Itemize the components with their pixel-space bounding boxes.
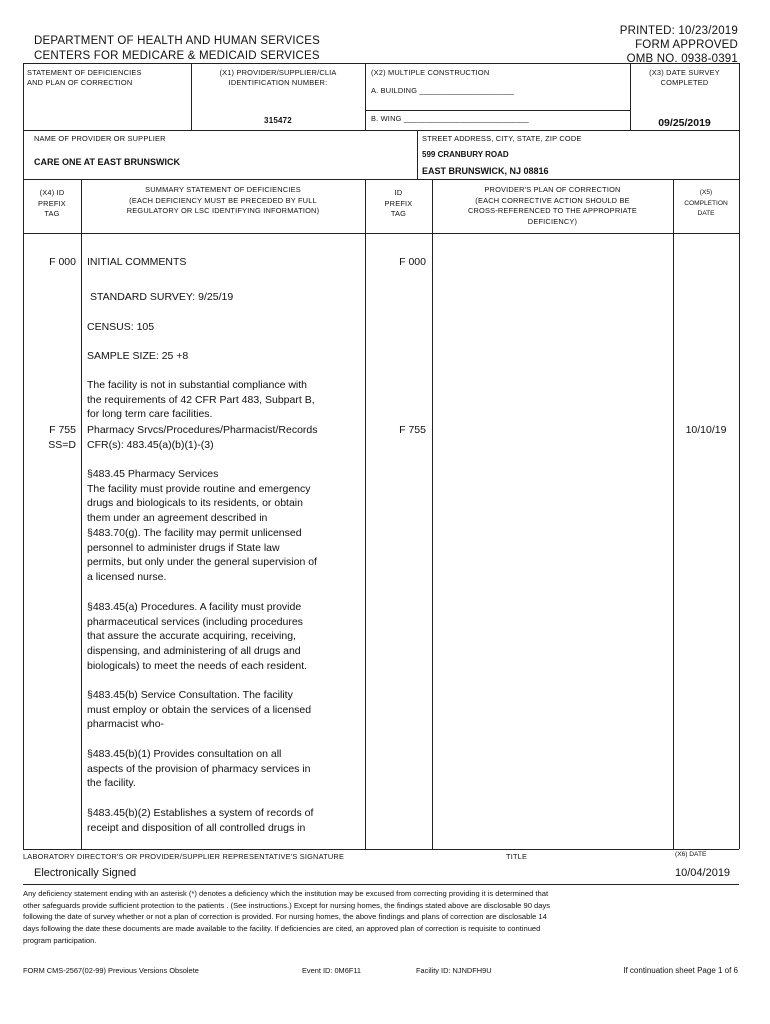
summary-statement-header: SUMMARY STATEMENT OF DEFICIENCIES (EACH DEFICIENCY MUST BE PRECEDED BY FULL REGULATORY OR LSC IDENTIFYING INFORMATION) xyxy=(126,185,320,215)
page-number: If continuation sheet Page 1 of 6 xyxy=(623,966,738,975)
form-meta xyxy=(620,24,738,66)
x4-id-prefix-header: (X4) ID PREFIX TAG xyxy=(38,188,66,218)
building-label: A. BUILDING ______________________ xyxy=(371,86,515,95)
regulation-paragraph-483-45b1: §483.45(b)(1) Provides consultation on all aspects of the provision of pharmacy services in the facility. xyxy=(87,748,311,790)
regulation-paragraph-483-45b: §483.45(b) Service Consultation. The facility must employ or obtain the services of a licensed pharmacist who- xyxy=(87,689,312,731)
provider-name: CARE ONE AT EAST BRUNSWICK xyxy=(34,157,180,167)
completion-date: 10/10/19 xyxy=(685,424,727,436)
f755-title: Pharmacy Srvcs/Procedures/Pharmacist/Records xyxy=(87,424,318,436)
plan-of-correction-header: PROVIDER'S PLAN OF CORRECTION (EACH CORRECTIVE ACTION SHOULD BE CROSS-REFERENCED TO THE APPROPRIATE DEFICIENCY) xyxy=(467,185,638,226)
wing-label: B. WING _____________________________ xyxy=(371,114,529,123)
provider-id-number: 315472 xyxy=(264,116,292,125)
city-state-zip: EAST BRUNSWICK, NJ 08816 xyxy=(422,166,549,176)
regulation-paragraph-483-45b2: §483.45(b)(2) Establishes a system of records of receipt and disposition of all controlled drugs in xyxy=(87,807,314,834)
centers-name: CENTERS FOR MEDICARE & MEDICAID SERVICES xyxy=(34,50,320,62)
census: CENSUS: 105 xyxy=(87,321,155,333)
facility-id: Facility ID: NJNDFH9U xyxy=(416,966,492,975)
regulation-paragraph-483-45a: §483.45(a) Procedures. A facility must provide pharmaceutical services (including procedures that assure the accurate acquiring, receiving, dispensing, and administering of all drugs and biologicals) to meet the needs of each resident. xyxy=(87,601,308,672)
date-survey-label: (X3) DATE SURVEY COMPLETED xyxy=(649,68,720,87)
f755-cfr: CFR(s): 483.45(a)(b)(1)-(3) xyxy=(87,439,214,451)
completion-date-header: (X5) COMPLETION DATE xyxy=(684,189,728,217)
tag-f755: F 755 xyxy=(49,424,76,436)
regulation-paragraph-483-45: §483.45 Pharmacy Services The facility must provide routine and emergency drugs and biologicals to its residents, or obtain them under an agreement described in §483.70(g). The facility may permit unlicensed personnel to administer drugs if State law permits, but only under the general supervision of a licensed nurse. xyxy=(87,468,317,583)
tag-f000: F 000 xyxy=(49,256,76,268)
x1-label: (X1) PROVIDER/SUPPLIER/CLIA IDENTIFICATION NUMBER: xyxy=(219,68,337,87)
printed-date: PRINTED: 10/23/2019 xyxy=(619,25,738,37)
tag-f000-plan: F 000 xyxy=(399,256,426,268)
sample-size: SAMPLE SIZE: 25 +8 xyxy=(87,350,189,362)
street-address: 599 CRANBURY ROAD xyxy=(422,150,509,159)
provider-name-label: NAME OF PROVIDER OR SUPPLIER xyxy=(34,134,166,143)
tag-f755-plan: F 755 xyxy=(399,424,426,436)
title-label: TITLE xyxy=(506,852,528,861)
tag-f755-scope: SS=D xyxy=(48,439,76,451)
standard-survey: STANDARD SURVEY: 9/25/19 xyxy=(90,291,234,303)
signature-date: 10/04/2019 xyxy=(675,867,731,879)
compliance-statement: The facility is not in substantial compliance with the requirements of 42 CFR Part 483, Subpart B, for long term care facilities. xyxy=(87,379,315,421)
electronic-signature: Electronically Signed xyxy=(34,867,137,879)
initial-comments: INITIAL COMMENTS xyxy=(87,256,187,268)
form-number: FORM CMS-2567(02-99) Previous Versions Obsolete xyxy=(23,966,199,975)
disclaimer-text: Any deficiency statement ending with an asterisk (*) denotes a deficiency which the institution may be excused from correcting providing it is determined that other safeguards provide sufficient protection to the patients . (See instructions.) Except for nursing homes, the findings stated above are disclosable 90 days following the date of survey whether or not a plan of correction is provided. For nursing homes, the above findings and plans of correction are disclosable 14 days following the date these documents are made available to the facility. If deficiencies are cited, an approved plan of correction is requisite to continued program participation. xyxy=(23,889,551,945)
address-label: STREET ADDRESS, CITY, STATE, ZIP CODE xyxy=(422,134,582,143)
department-name: DEPARTMENT OF HEALTH AND HUMAN SERVICES xyxy=(34,35,320,47)
date-survey-completed: 09/25/2019 xyxy=(658,117,711,129)
signature-label: LABORATORY DIRECTOR'S OR PROVIDER/SUPPLIER REPRESENTATIVE'S SIGNATURE xyxy=(23,852,345,861)
event-id: Event ID: 0M6F11 xyxy=(302,966,362,975)
signature-date-label: (X6) DATE xyxy=(675,851,707,858)
id-prefix-header: ID PREFIX TAG xyxy=(384,188,413,218)
agency-heading xyxy=(34,34,320,64)
omb-number: OMB NO. 0938-0391 xyxy=(626,53,738,65)
form-approved: FORM APPROVED xyxy=(635,39,738,51)
statement-label: STATEMENT OF DEFICIENCIES AND PLAN OF CORRECTION xyxy=(27,68,142,87)
multiple-construction-label: (X2) MULTIPLE CONSTRUCTION xyxy=(371,68,490,77)
